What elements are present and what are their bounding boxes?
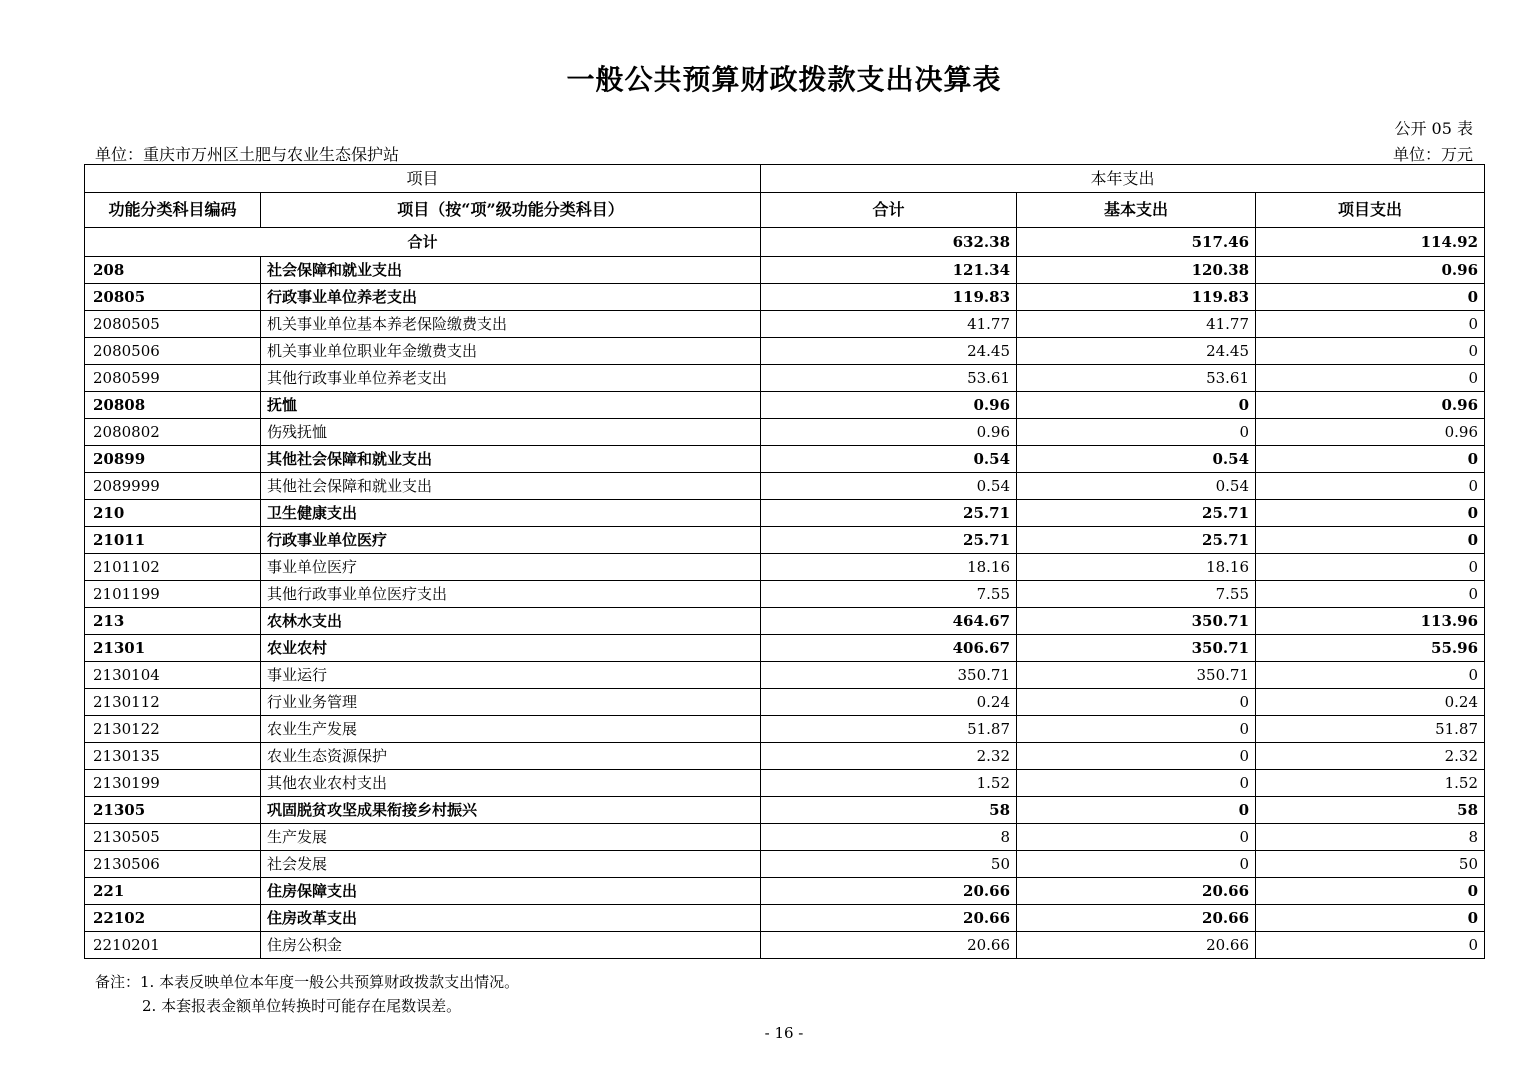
table-row xyxy=(85,851,1485,878)
row-total: 25.71 xyxy=(761,527,1017,554)
row-name: 伤残抚恤 xyxy=(261,419,761,446)
row-basic: 7.55 xyxy=(1017,581,1256,608)
row-name: 其他行政事业单位养老支出 xyxy=(261,365,761,392)
row-basic: 24.45 xyxy=(1017,338,1256,365)
row-project: 8 xyxy=(1256,824,1485,851)
row-code: 2130199 xyxy=(85,770,261,797)
row-name: 机关事业单位职业年金缴费支出 xyxy=(261,338,761,365)
row-project: 113.96 xyxy=(1256,608,1485,635)
row-total: 24.45 xyxy=(761,338,1017,365)
row-code: 20808 xyxy=(85,392,261,419)
row-code: 210 xyxy=(85,500,261,527)
page-title: 一般公共预算财政拨款支出决算表 xyxy=(566,63,1002,96)
row-project: 0 xyxy=(1256,905,1485,932)
expenditure-table xyxy=(84,164,1485,959)
total-label: 合计 xyxy=(85,228,761,257)
row-name: 其他社会保障和就业支出 xyxy=(261,473,761,500)
row-basic: 0 xyxy=(1017,797,1256,824)
row-name: 事业运行 xyxy=(261,662,761,689)
row-code: 2101102 xyxy=(85,554,261,581)
row-project: 0 xyxy=(1256,446,1485,473)
row-total: 0.54 xyxy=(761,473,1017,500)
row-total: 25.71 xyxy=(761,500,1017,527)
row-total: 18.16 xyxy=(761,554,1017,581)
table-row xyxy=(85,473,1485,500)
row-project: 0 xyxy=(1256,311,1485,338)
row-project: 2.32 xyxy=(1256,743,1485,770)
row-basic: 25.71 xyxy=(1017,527,1256,554)
row-name: 社会保障和就业支出 xyxy=(261,257,761,284)
row-basic: 0 xyxy=(1017,716,1256,743)
row-project: 51.87 xyxy=(1256,716,1485,743)
row-total: 0.96 xyxy=(761,419,1017,446)
row-project: 0 xyxy=(1256,473,1485,500)
row-name: 住房保障支出 xyxy=(261,878,761,905)
table-row xyxy=(85,554,1485,581)
table-row xyxy=(85,878,1485,905)
row-basic: 0 xyxy=(1017,851,1256,878)
row-name: 行政事业单位医疗 xyxy=(261,527,761,554)
row-project: 0 xyxy=(1256,500,1485,527)
row-name: 巩固脱贫攻坚成果衔接乡村振兴 xyxy=(261,797,761,824)
row-code: 21011 xyxy=(85,527,261,554)
row-project: 55.96 xyxy=(1256,635,1485,662)
row-total: 121.34 xyxy=(761,257,1017,284)
table-row xyxy=(85,689,1485,716)
row-code: 20805 xyxy=(85,284,261,311)
row-project: 0.96 xyxy=(1256,419,1485,446)
header-item-group: 项目 xyxy=(85,165,761,193)
table-row xyxy=(85,311,1485,338)
table-row xyxy=(85,932,1485,959)
row-code: 2130505 xyxy=(85,824,261,851)
total-row xyxy=(85,228,1485,257)
row-basic: 20.66 xyxy=(1017,932,1256,959)
row-code: 2130135 xyxy=(85,743,261,770)
row-basic: 41.77 xyxy=(1017,311,1256,338)
row-name: 其他社会保障和就业支出 xyxy=(261,446,761,473)
unit-currency: 单位：万元 xyxy=(1392,145,1473,164)
table-row xyxy=(85,419,1485,446)
table-row xyxy=(85,662,1485,689)
row-code: 21305 xyxy=(85,797,261,824)
row-project: 0 xyxy=(1256,284,1485,311)
row-basic: 25.71 xyxy=(1017,500,1256,527)
total-basic: 517.46 xyxy=(1017,228,1256,257)
row-name: 抚恤 xyxy=(261,392,761,419)
table-row xyxy=(85,527,1485,554)
row-project: 0 xyxy=(1256,365,1485,392)
row-total: 0.96 xyxy=(761,392,1017,419)
row-basic: 350.71 xyxy=(1017,635,1256,662)
note-2: 2. 本套报表金额单位转换时可能存在尾数误差。 xyxy=(142,997,462,1015)
row-name: 生产发展 xyxy=(261,824,761,851)
row-project: 50 xyxy=(1256,851,1485,878)
row-project: 0.96 xyxy=(1256,392,1485,419)
row-total: 406.67 xyxy=(761,635,1017,662)
row-total: 350.71 xyxy=(761,662,1017,689)
row-code: 2080506 xyxy=(85,338,261,365)
row-name: 卫生健康支出 xyxy=(261,500,761,527)
total-sum: 632.38 xyxy=(761,228,1017,257)
row-basic: 0 xyxy=(1017,743,1256,770)
table-row xyxy=(85,824,1485,851)
table-row xyxy=(85,581,1485,608)
notes xyxy=(95,970,519,1018)
row-basic: 20.66 xyxy=(1017,878,1256,905)
row-name: 社会发展 xyxy=(261,851,761,878)
row-name: 其他行政事业单位医疗支出 xyxy=(261,581,761,608)
page-number: - 16 - xyxy=(764,1024,804,1042)
row-name: 住房改革支出 xyxy=(261,905,761,932)
row-code: 2130122 xyxy=(85,716,261,743)
table-row xyxy=(85,743,1485,770)
table-row xyxy=(85,446,1485,473)
row-basic: 120.38 xyxy=(1017,257,1256,284)
row-name: 行政事业单位养老支出 xyxy=(261,284,761,311)
row-code: 208 xyxy=(85,257,261,284)
row-code: 2130506 xyxy=(85,851,261,878)
row-project: 0.96 xyxy=(1256,257,1485,284)
row-basic: 350.71 xyxy=(1017,608,1256,635)
row-basic: 0 xyxy=(1017,419,1256,446)
header-total: 合计 xyxy=(761,193,1017,228)
table-row xyxy=(85,338,1485,365)
row-total: 50 xyxy=(761,851,1017,878)
row-name: 农业生产发展 xyxy=(261,716,761,743)
row-total: 20.66 xyxy=(761,905,1017,932)
row-basic: 18.16 xyxy=(1017,554,1256,581)
row-code: 2210201 xyxy=(85,932,261,959)
row-total: 119.83 xyxy=(761,284,1017,311)
row-code: 2080505 xyxy=(85,311,261,338)
header-basic: 基本支出 xyxy=(1017,193,1256,228)
row-name: 行业业务管理 xyxy=(261,689,761,716)
row-basic: 0 xyxy=(1017,392,1256,419)
table-row xyxy=(85,284,1485,311)
table-row xyxy=(85,365,1485,392)
row-total: 8 xyxy=(761,824,1017,851)
row-project: 0 xyxy=(1256,338,1485,365)
row-name: 机关事业单位基本养老保险缴费支出 xyxy=(261,311,761,338)
row-total: 7.55 xyxy=(761,581,1017,608)
row-code: 2101199 xyxy=(85,581,261,608)
row-total: 0.54 xyxy=(761,446,1017,473)
row-project: 0 xyxy=(1256,581,1485,608)
row-code: 2130104 xyxy=(85,662,261,689)
row-project: 0 xyxy=(1256,527,1485,554)
row-name: 住房公积金 xyxy=(261,932,761,959)
row-total: 20.66 xyxy=(761,932,1017,959)
row-basic: 0 xyxy=(1017,689,1256,716)
row-total: 58 xyxy=(761,797,1017,824)
row-code: 2080599 xyxy=(85,365,261,392)
row-code: 2089999 xyxy=(85,473,261,500)
row-name: 其他农业农村支出 xyxy=(261,770,761,797)
row-total: 1.52 xyxy=(761,770,1017,797)
row-project: 0 xyxy=(1256,554,1485,581)
row-name: 农业生态资源保护 xyxy=(261,743,761,770)
total-project: 114.92 xyxy=(1256,228,1485,257)
row-project: 0 xyxy=(1256,878,1485,905)
row-code: 2080802 xyxy=(85,419,261,446)
header-code: 功能分类科目编码 xyxy=(85,193,261,228)
table-row xyxy=(85,905,1485,932)
row-total: 53.61 xyxy=(761,365,1017,392)
table-row xyxy=(85,797,1485,824)
row-total: 2.32 xyxy=(761,743,1017,770)
row-basic: 0.54 xyxy=(1017,473,1256,500)
row-basic: 350.71 xyxy=(1017,662,1256,689)
row-basic: 53.61 xyxy=(1017,365,1256,392)
table-row xyxy=(85,257,1485,284)
row-total: 0.24 xyxy=(761,689,1017,716)
row-project: 0 xyxy=(1256,662,1485,689)
row-code: 21301 xyxy=(85,635,261,662)
row-code: 22102 xyxy=(85,905,261,932)
row-name: 事业单位医疗 xyxy=(261,554,761,581)
row-total: 20.66 xyxy=(761,878,1017,905)
row-project: 0 xyxy=(1256,932,1485,959)
row-basic: 119.83 xyxy=(1017,284,1256,311)
form-number: 公开 05 表 xyxy=(1394,119,1473,138)
row-project: 1.52 xyxy=(1256,770,1485,797)
unit-organization: 单位：重庆市万州区土肥与农业生态保护站 xyxy=(95,145,400,164)
row-basic: 0 xyxy=(1017,824,1256,851)
row-basic: 20.66 xyxy=(1017,905,1256,932)
table-row xyxy=(85,635,1485,662)
header-year-group: 本年支出 xyxy=(761,165,1485,193)
table-row xyxy=(85,608,1485,635)
row-total: 464.67 xyxy=(761,608,1017,635)
header-name: 项目（按“项”级功能分类科目） xyxy=(261,193,761,228)
table-row xyxy=(85,500,1485,527)
row-project: 0.24 xyxy=(1256,689,1485,716)
row-name: 农林水支出 xyxy=(261,608,761,635)
table-row xyxy=(85,716,1485,743)
table-row xyxy=(85,392,1485,419)
row-basic: 0 xyxy=(1017,770,1256,797)
header-project: 项目支出 xyxy=(1256,193,1485,228)
row-basic: 0.54 xyxy=(1017,446,1256,473)
row-project: 58 xyxy=(1256,797,1485,824)
row-code: 221 xyxy=(85,878,261,905)
row-code: 2130112 xyxy=(85,689,261,716)
row-total: 41.77 xyxy=(761,311,1017,338)
table-row xyxy=(85,770,1485,797)
row-code: 213 xyxy=(85,608,261,635)
row-total: 51.87 xyxy=(761,716,1017,743)
note-1: 备注：1. 本表反映单位本年度一般公共预算财政拨款支出情况。 xyxy=(95,973,520,991)
row-code: 20899 xyxy=(85,446,261,473)
row-name: 农业农村 xyxy=(261,635,761,662)
